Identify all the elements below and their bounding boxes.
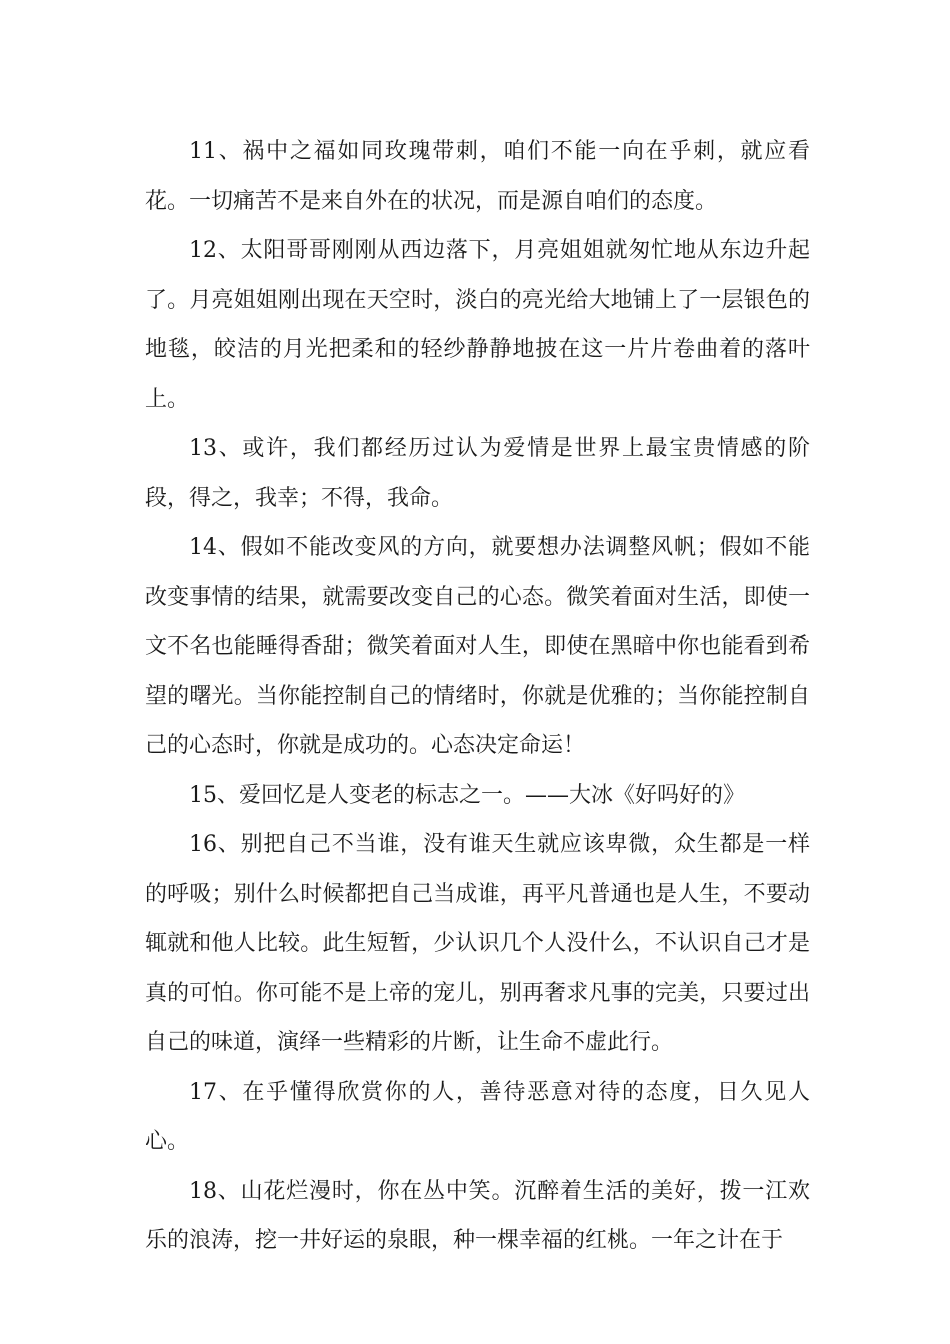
paragraph-12: 12、太阳哥哥刚刚从西边落下，月亮姐姐就匆忙地从东边升起了。月亮姐姐刚出现在天空时，淡白的亮光给大地铺上了一层银色的地毯，皎洁的月光把柔和的轻纱静静地披在这一片片卷曲着的落叶上。 <box>145 238 810 412</box>
paragraph-11: 11、祸中之福如同玫瑰带刺，咱们不能一向在乎刺，就应看花。一切痛苦不是来自外在的状况，而是源自咱们的态度。 <box>145 139 810 214</box>
paragraph-14: 14、假如不能改变风的方向，就要想办法调整风帆；假如不能改变事情的结果，就需要改变自己的心态。微笑着面对生活，即使一文不名也能睡得香甜；微笑着面对人生，即使在黑暗中你也能看到希望的曙光。当你能控制自己的情绪时，你就是优雅的；当你能控制自己的心态时，你就是成功的。心态决定命运！ <box>145 535 810 758</box>
paragraph-17: 17、在乎懂得欣赏你的人，善待恶意对待的态度，日久见人心。 <box>145 1079 810 1154</box>
paragraph-16: 16、别把自己不当谁，没有谁天生就应该卑微，众生都是一样的呼吸；别什么时候都把自己当成谁，再平凡普通也是人生，不要动辄就和他人比较。此生短暂，少认识几个人没什么，不认识自己才是真的可怕。你可能不是上帝的宠儿，别再奢求凡事的完美，只要过出自己的味道，演绎一些精彩的片断，让生命不虚此行。 <box>145 832 810 1055</box>
paragraph-18: 18、山花烂漫时，你在丛中笑。沉醉着生活的美好，拨一江欢乐的浪涛，挖一井好运的泉眼，种一棵幸福的红桃。一年之计在于 <box>145 1178 810 1253</box>
paragraph-13: 13、或许，我们都经历过认为爱情是世界上最宝贵情感的阶段，得之，我幸；不得，我命。 <box>145 436 810 511</box>
document-page <box>145 127 810 1266</box>
paragraph-15: 15、爱回忆是人变老的标志之一。——大冰《好吗好的》 <box>189 782 745 808</box>
